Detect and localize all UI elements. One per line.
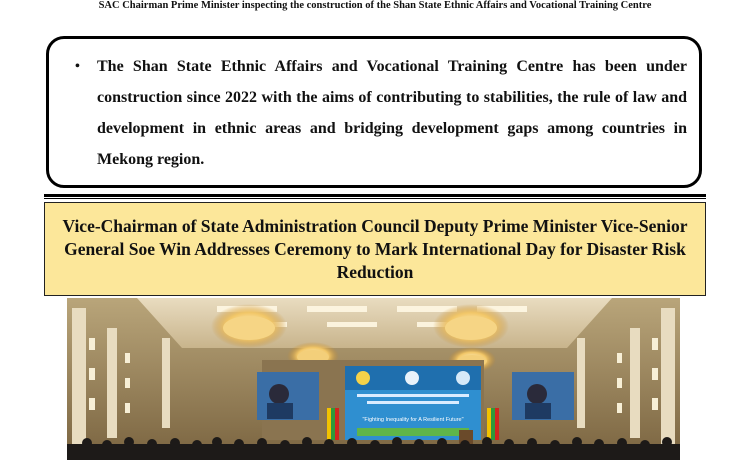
section-divider-thin [44,198,706,199]
bullet-icon: • [75,59,80,74]
ceremony-photo [67,298,680,460]
ceremony-photo-illustration [67,298,680,460]
stage-screen-slogan: "Fighting Inequality for A Resilient Future" [362,417,464,423]
headline-box [44,202,706,296]
summary-list [77,51,687,175]
section-divider [44,194,706,197]
summary-box [46,36,702,188]
news-headline: Vice-Chairman of State Administration Council Deputy Prime Minister Vice-Senior General Soe Win Addresses Ceremony to Mark International Day for Disaster Risk Reduction [62,215,688,282]
summary-text: The Shan State Ethnic Affairs and Vocational Training Centre has been under construction since 2022 with the aims of contributing to stabilities, the rule of law and development in ethnic areas and bridging development gaps among countries in Mekong region. [97,58,687,168]
summary-bullet-item [75,51,687,175]
photo-caption: SAC Chairman Prime Minister inspecting the construction of the Shan State Ethnic Affairs and Vocational Training Centre [98,0,652,11]
